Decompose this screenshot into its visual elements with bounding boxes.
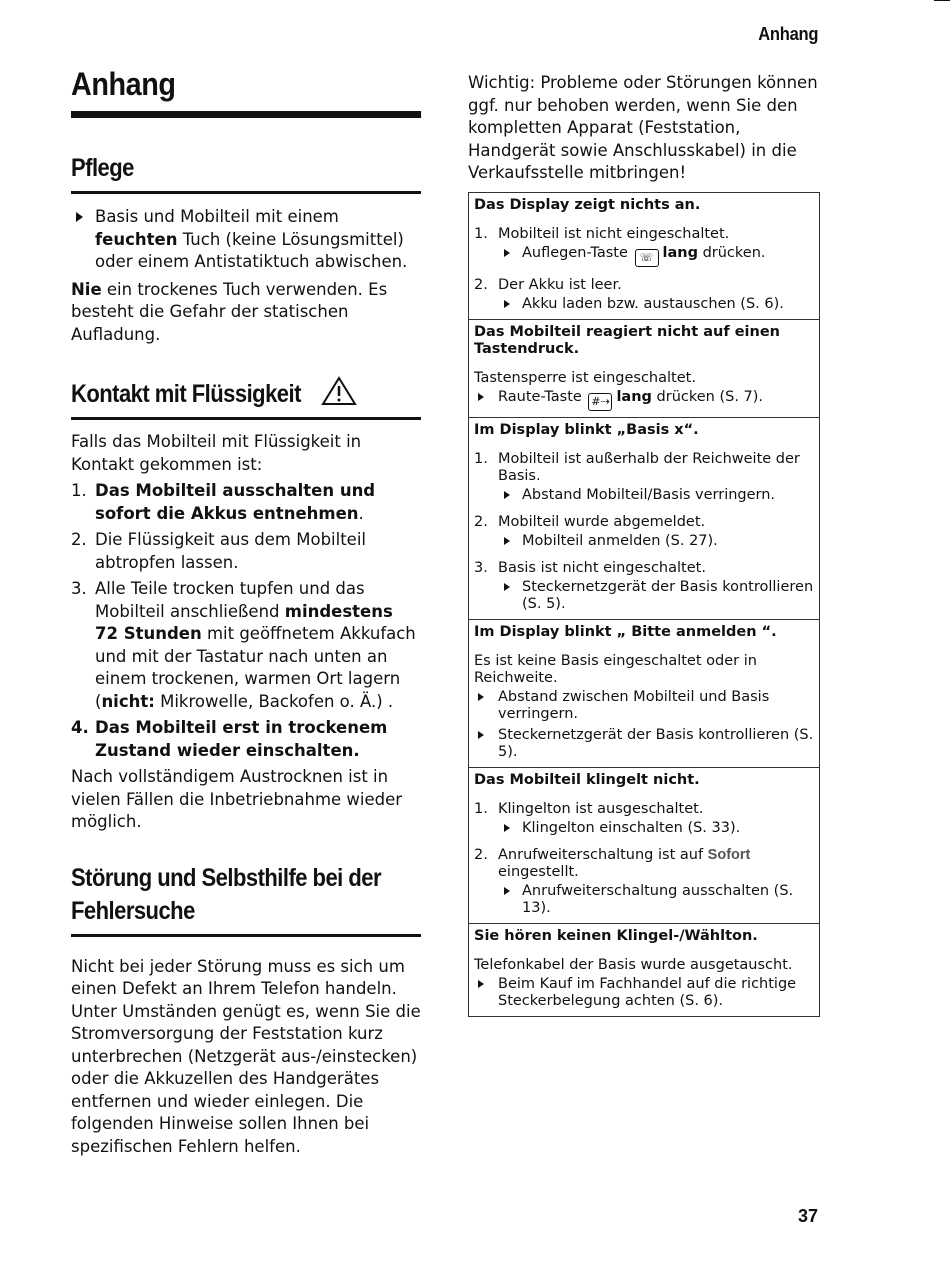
remedy-item: Beim Kauf im Fachhandel auf die richtige Steckerbelegung achten (S. 6). — [474, 976, 814, 1010]
kontakt-outro: Nach vollständigem Austrocknen ist in vielen Fällen die Inbetriebnahme wieder möglich. — [71, 767, 403, 831]
table-row — [469, 619, 819, 767]
table-row — [469, 319, 819, 417]
troubleshooting-table — [468, 192, 820, 1017]
remedy-item: Akku laden bzw. austauschen (S. 6). — [498, 296, 814, 313]
table-row — [469, 923, 819, 1016]
bullet-triangle-icon — [504, 537, 510, 545]
section-heading-stoerung: Störung und Selbsthilfe bei der Fehlersuche — [71, 862, 421, 937]
section-heading-kontakt: Kontakt mit Flüssigkeit — [71, 376, 421, 420]
list-item: 4. Das Mobilteil erst in trockenem Zustand wieder einschalten. — [71, 718, 388, 760]
remedy-item: Klingelton einschalten (S. 33). — [498, 820, 814, 837]
bullet-triangle-icon — [478, 980, 484, 988]
section-heading-pflege: Pflege — [71, 152, 421, 194]
cause-item: 2. Anrufweiterschaltung ist auf Sofort eingestellt. — [474, 846, 751, 880]
warning-triangle-icon — [321, 376, 357, 406]
remedy-item: Anrufweiterschaltung ausschalten (S. 13). — [498, 883, 814, 917]
problem-title: Das Mobilteil klingelt nicht. — [474, 771, 700, 788]
important-note: Wichtig: Probleme oder Störungen können ggf. nur behoben werden, wenn Sie den kompletten Apparat (Feststation, Handgerät sowie Anschlusskabel) in die Verkaufsstelle mitbringen! — [468, 73, 818, 182]
running-header: Anhang — [758, 24, 818, 44]
kontakt-steps — [71, 480, 421, 762]
cause-item: Telefonkabel der Basis wurde ausgetauscht. — [474, 956, 793, 973]
list-item: 3. Alle Teile trocken tupfen und das Mobilteil anschließend mindestens 72 Stunden mit geöffnetem Akkufach und mit der Tastatur nach unten an einem trockenen, warmen Ort lagern (nicht: Mikrowelle, Backofen o. Ä.) . — [71, 579, 416, 711]
right-column — [468, 72, 820, 1017]
bullet-triangle-icon — [504, 249, 510, 257]
bullet-triangle-icon — [478, 393, 484, 401]
hash-key-icon: #⇢ — [588, 393, 612, 411]
bullet-triangle-icon — [504, 824, 510, 832]
bullet-triangle-icon — [504, 491, 510, 499]
bullet-triangle-icon — [478, 731, 484, 739]
table-row — [469, 193, 819, 319]
remedy-item: Mobilteil anmelden (S. 27). — [498, 533, 814, 550]
bullet-triangle-icon — [76, 212, 83, 222]
cause-item: 3. Basis ist nicht eingeschaltet. — [474, 559, 706, 576]
kontakt-intro: Falls das Mobilteil mit Flüssigkeit in Kontakt gekommen ist: — [71, 432, 362, 474]
remedy-item: Auflegen-Taste ☏ lang drücken. — [498, 245, 814, 267]
left-column — [71, 66, 421, 1158]
pflege-bullet: Basis und Mobilteil mit einem feuchten Tuch (keine Lösungsmittel) oder einem Antistatiktuch abwischen. — [71, 206, 421, 274]
remedy-item: Raute-Taste #⇢ lang drücken (S. 7). — [474, 389, 814, 411]
stoerung-paragraph: Nicht bei jeder Störung muss es sich um einen Defekt an Ihrem Telefon handeln. Unter Umständen genügt es, wenn Sie die Stromversorgung der Feststation kurz unterbrechen (Netzgerät aus-/einstecken) oder die Akkuzellen des Handgerätes entfernen und wieder einlegen. Die folgenden Hinweise sollen Ihnen bei spezifischen Fehlern helfen. — [71, 956, 421, 1156]
bullet-triangle-icon — [504, 887, 510, 895]
remedy-item: Steckernetzgerät der Basis kontrollieren (S. 5). — [474, 727, 814, 761]
problem-title: Das Display zeigt nichts an. — [474, 196, 701, 213]
cause-item: 2. Der Akku ist leer. — [474, 276, 622, 293]
page-number: 37 — [797, 1206, 818, 1226]
list-item: 2. Die Flüssigkeit aus dem Mobilteil abtropfen lassen. — [71, 530, 367, 572]
cause-item: 1. Mobilteil ist außerhalb der Reichweite der Basis. — [474, 450, 800, 484]
problem-title: Sie hören keinen Klingel-/Wählton. — [474, 927, 758, 944]
cause-item: 2. Mobilteil wurde abgemeldet. — [474, 513, 706, 530]
bullet-triangle-icon — [478, 693, 484, 701]
bullet-triangle-icon — [504, 583, 510, 591]
list-item: 1. Das Mobilteil ausschalten und sofort die Akkus entnehmen. — [71, 481, 376, 523]
cause-item: Tastensperre ist eingeschaltet. — [474, 369, 696, 386]
table-row — [469, 417, 819, 619]
remedy-item: Abstand zwischen Mobilteil und Basis verringern. — [474, 689, 814, 723]
display-text-sofort: Sofort — [707, 846, 751, 863]
pflege-paragraph: Nie ein trockenes Tuch verwenden. Es besteht die Gefahr der statischen Aufladung. — [71, 279, 388, 344]
problem-title: Das Mobilteil reagiert nicht auf einen Tastendruck. — [474, 323, 780, 357]
table-row — [469, 767, 819, 923]
hang-up-key-icon: ☏ — [635, 249, 659, 267]
cause-item: 1. Klingelton ist ausgeschaltet. — [474, 800, 704, 817]
bullet-triangle-icon — [504, 300, 510, 308]
corner-crop-mark — [934, 0, 950, 1]
cause-item: 1. Mobilteil ist nicht eingeschaltet. — [474, 225, 730, 242]
cause-item: Es ist keine Basis eingeschaltet oder in Reichweite. — [474, 652, 757, 686]
problem-title: Im Display blinkt „Basis x“. — [474, 421, 699, 438]
chapter-title: Anhang — [71, 66, 421, 118]
problem-title: Im Display blinkt „ Bitte anmelden “. — [474, 623, 777, 640]
remedy-item: Abstand Mobilteil/Basis verringern. — [498, 487, 814, 504]
remedy-item: Steckernetzgerät der Basis kontrollieren (S. 5). — [498, 579, 814, 613]
